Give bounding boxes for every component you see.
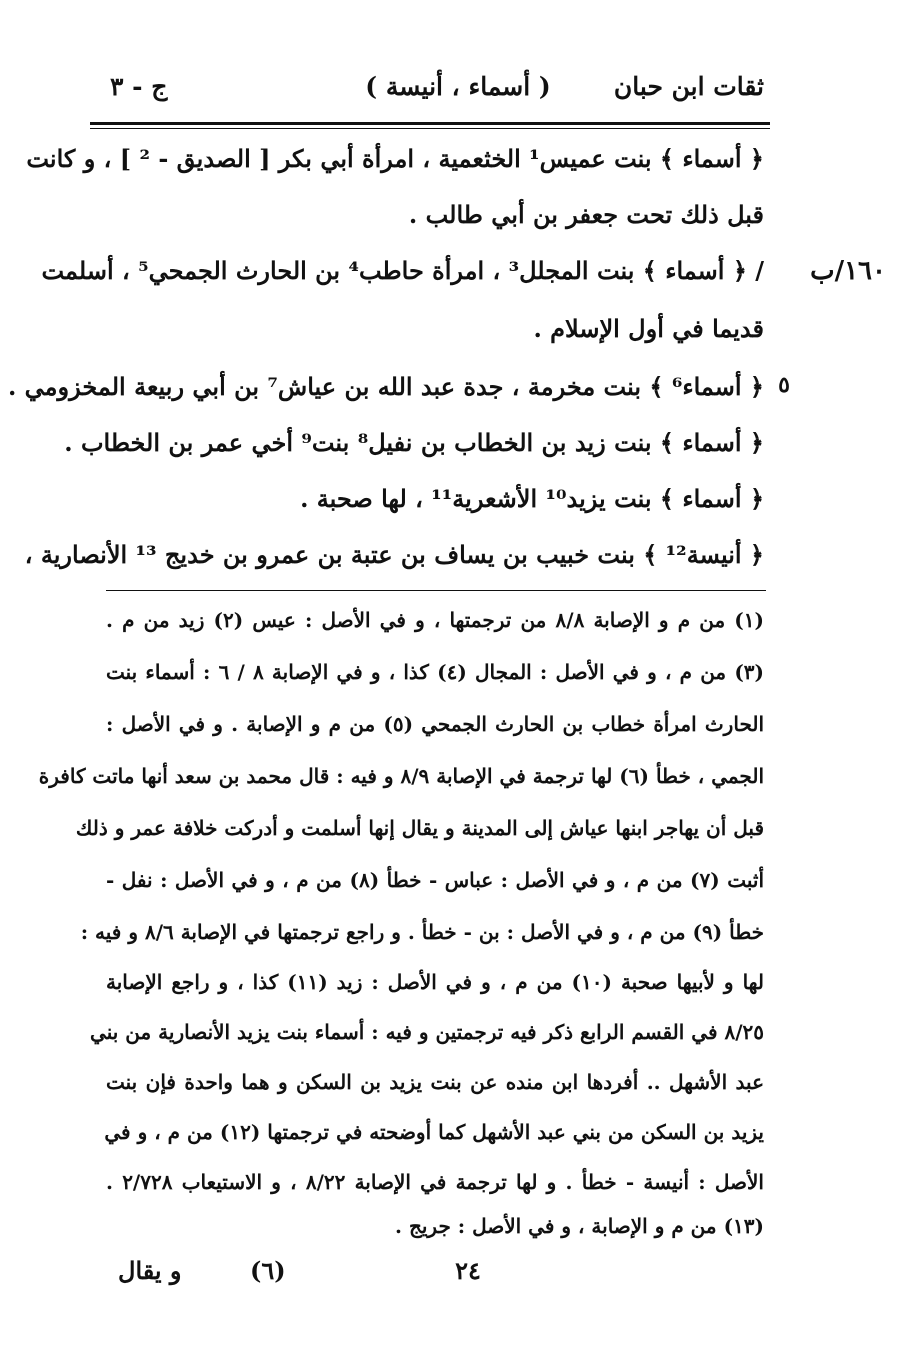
body-line: قديما في أول الإسلام .: [533, 314, 764, 343]
signature-mark: (٦): [250, 1256, 286, 1285]
section-title: ( أسماء ، أنيسة ): [365, 72, 551, 101]
footnote-line: خطأ (٩) من م ، و في الأصل : بن - خطأ . و راجع ترجمتها في الإصابة ٨/٦ و فيه :: [80, 920, 764, 944]
body-line: / ﴿ أسماء ﴾ بنت المجلل³ ، امرأة حاطب⁴ بن الحارث الجمحي⁵ ، أسلمت: [41, 256, 764, 285]
margin-line-number: ٥: [778, 372, 790, 398]
catchword: و يقال: [118, 1256, 182, 1285]
body-line: ﴿ أسماء ﴾ بنت زيد بن الخطاب بن نفيل⁸ بنت⁹ أخي عمر بن الخطاب .: [64, 428, 764, 457]
footnote-line: (١) من م و الإصابة ٨/٨ من ترجمتها ، و في الأصل : عيس (٢) زيد من م .: [106, 608, 764, 632]
footnote-separator: [106, 590, 766, 591]
margin-folio: ١٦٠/ب: [810, 256, 886, 286]
body-line: ﴿ أنيسة¹² ﴾ بنت خبيب بن يساف بن عتبة بن عمرو بن خديج ¹³ الأنصارية ،: [24, 540, 764, 569]
footnote-line: الأصل : أنيسة - خطأ . و لها ترجمة في الإصابة ٨/٢٢ ، و الاستيعاب ٢/٧٢٨ .: [106, 1170, 764, 1194]
footnote-line: قبل أن يهاجر ابنها عياش إلى المدينة و يقال إنها أسلمت و أدركت خلافة عمر و ذلك: [75, 816, 764, 840]
body-line: ﴿ أسماء ﴾ بنت عميس¹ الخثعمية ، امرأة أبي بكر [ الصديق - ² ] ، و كانت: [26, 144, 764, 173]
footnote-line: الحارث امرأة خطاب بن الحارث الجمحي (٥) من م و الإصابة . و في الأصل :: [106, 712, 764, 736]
footnote-line: ٨/٢٥ في القسم الرابع ذكر فيه ترجمتين و فيه : أسماء بنت يزيد الأنصارية من بني: [90, 1020, 764, 1044]
footnote-line: أثبت (٧) من م ، و في الأصل : عباس - خطأ (٨) من م ، و في الأصل : نفل -: [106, 868, 765, 892]
book-title: ثقات ابن حبان: [613, 72, 764, 101]
footnote-line: عبد الأشهل .. أفردها ابن منده عن بنت يزيد بن السكن و هما واحدة فإن بنت: [106, 1070, 764, 1094]
body-line: ﴿ أسماء ﴾ بنت يزيد¹⁰ الأشعرية¹¹ ، لها صحبة .: [300, 484, 764, 513]
volume-label: ج - ٣: [110, 72, 168, 101]
footnote-line: لها و لأبيها صحبة (١٠) من م ، و في الأصل : زيد (١١) كذا ، و راجع الإصابة: [106, 970, 764, 994]
footnote-line: (٣) من م ، و في الأصل : المجال (٤) كذا ، و في الإصابة ٨ / ٦ : أسماء بنت: [106, 660, 765, 684]
header-rule-thick: [90, 122, 770, 125]
body-line: قبل ذلك تحت جعفر بن أبي طالب .: [408, 200, 764, 229]
body-line: ﴿ أسماء⁶ ﴾ بنت مخرمة ، جدة عبد الله بن عياش⁷ بن أبي ربيعة المخزومي .: [7, 372, 764, 401]
footnote-line: (١٣) من م و الإصابة ، و في الأصل : جريج .: [395, 1214, 764, 1238]
footnote-line: الجمي ، خطأ (٦) لها ترجمة في الإصابة ٨/٩ و فيه : قال محمد بن سعد أنها ماتت كافرة: [38, 764, 764, 788]
page-number: ٢٤: [455, 1256, 481, 1285]
footnote-line: يزيد بن السكن من بني عبد الأشهل كما أوضحته في ترجمتها (١٢) من م ، و في: [104, 1120, 764, 1144]
header-rule-thin: [90, 128, 770, 129]
